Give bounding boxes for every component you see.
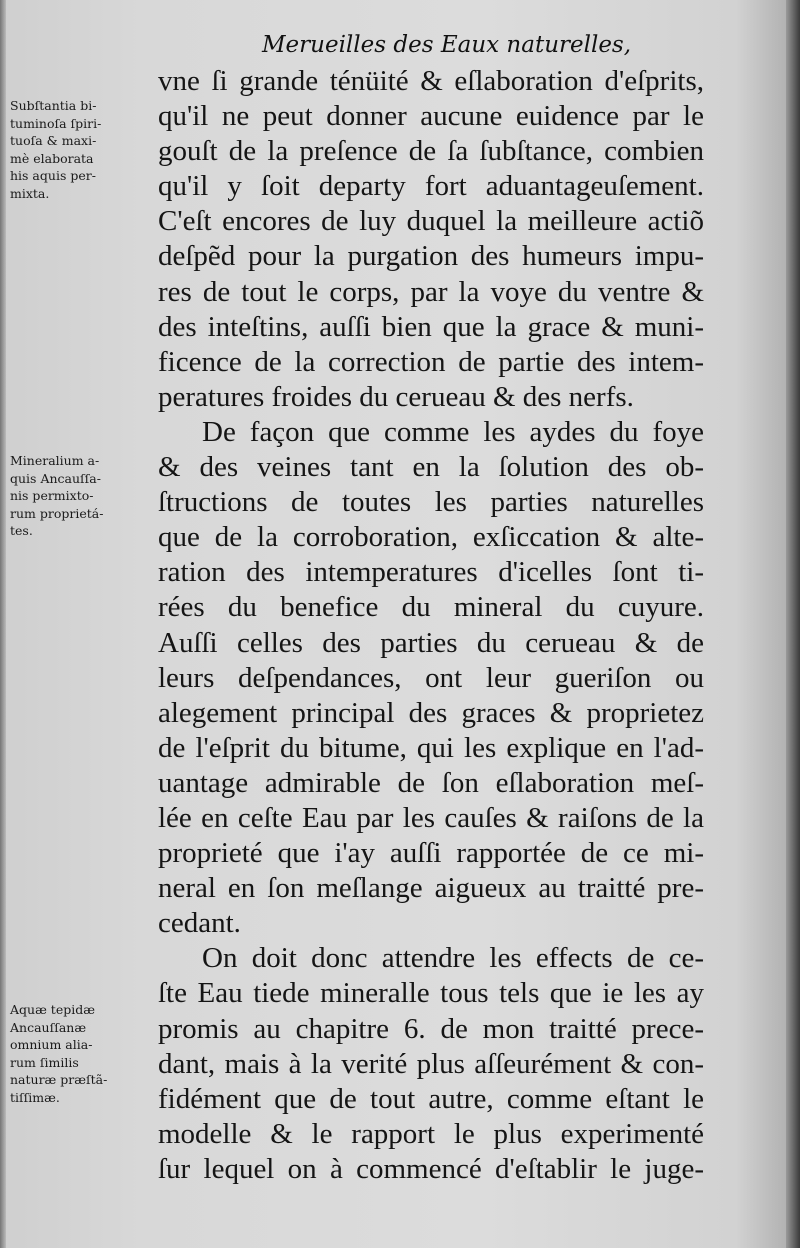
text-line: uantage admirable de ſon eſlaboration meſ-	[158, 766, 704, 799]
text-line: & des veines tant en la ſolution des ob-	[158, 451, 704, 484]
text-line: qu'il ne peut donner aucune euidence par le	[158, 100, 704, 133]
main-text-block	[158, 64, 704, 1187]
paragraph-start-line: De façon que comme les aydes du foye	[202, 415, 704, 448]
text-line: lée en ceſte Eau par les cauſes & raiſons de la	[158, 801, 704, 834]
text-line: modelle & le rapport le plus experimenté	[158, 1117, 704, 1150]
text-line: leurs deſpendances, ont leur gueriſon ou	[158, 661, 704, 694]
text-line: neral en ſon meſlange aigueux au traitté pre-	[158, 872, 704, 905]
running-title: Merueilles des Eaux naturelles,	[262, 32, 632, 58]
margin-note-line: his aquis per-	[10, 168, 96, 184]
text-line: Auſſi celles des parties du cerueau & de	[158, 626, 704, 659]
text-line: cedant.	[158, 907, 241, 940]
margin-note-line: Aquæ tepidæ	[10, 1002, 95, 1017]
text-line: proprieté que i'ay auſſi rapportée de ce mi-	[158, 837, 704, 870]
margin-note-line: tiſſimæ.	[10, 1089, 60, 1105]
text-line: C'eſt encores de luy duquel la meilleure actiõ	[158, 205, 704, 238]
text-line: que de la corroboration, exſiccation & alte-	[158, 521, 704, 554]
margin-note-line: nis permixto-	[10, 488, 94, 504]
margin-note-bitumen	[10, 97, 152, 203]
text-line: rées du benefice du mineral du cuyure.	[158, 591, 704, 624]
text-line: fidément que de tout autre, comme eſtant le	[158, 1082, 704, 1115]
margin-note-line: Subſtantia bi-	[10, 98, 97, 113]
text-line: ration des intemperatures d'icelles ſont ti-	[158, 556, 704, 589]
text-line: vne ſi grande ténüité & eſlaboration d'eſprits,	[158, 65, 704, 97]
text-line: ſte Eau tiede mineralle tous tels que ie les ay	[158, 977, 704, 1010]
text-line: ſur lequel on à commencé d'eſtablir le juge-	[158, 1152, 704, 1185]
margin-note-line: tes.	[10, 523, 33, 539]
text-line: peratures froides du cerueau & des nerfs.	[158, 380, 634, 413]
margin-note-line: tuoſa & maxi-	[10, 133, 97, 149]
text-line: ficence de la correction de partie des intem-	[158, 345, 704, 378]
paragraph-start-line: On doit donc attendre les effects de ce-	[202, 942, 704, 975]
margin-note-line: rum proprietá-	[10, 505, 104, 521]
text-line: dant, mais à la verité plus aſſeurément & con-	[158, 1047, 704, 1080]
text-line: de l'eſprit du bitume, qui les explique en l'ad-	[158, 731, 704, 764]
text-line: alegement principal des graces & proprietez	[158, 696, 704, 729]
text-line: res de tout le corps, par la voye du ventre &	[158, 275, 704, 308]
text-line: gouſt de la preſence de ſa ſubſtance, combien	[158, 135, 704, 168]
text-line: des inteſtins, auſſi bien que la grace & muni-	[158, 310, 704, 343]
margin-note-line: tuminoſa ſpiri-	[10, 115, 102, 131]
text-line: qu'il y ſoit departy fort aduantageuſement.	[158, 170, 704, 203]
margin-note-tepid-water	[10, 1001, 152, 1107]
margin-note-line: naturæ præſtã-	[10, 1072, 108, 1088]
margin-note-line: mè elaborata	[10, 150, 94, 166]
margin-note-line: quis Ancauſſa-	[10, 470, 101, 486]
text-line: deſpẽd pour la purgation des humeurs impu-	[158, 240, 704, 273]
margin-note-line: Mineralium a-	[10, 453, 100, 468]
text-line: ſtructions de toutes les parties naturelles	[158, 486, 704, 519]
margin-note-line: mixta.	[10, 185, 50, 201]
margin-note-line: Ancauſſanæ	[10, 1019, 87, 1035]
margin-note-line: rum ſimilis	[10, 1054, 79, 1070]
margin-note-minerals	[10, 452, 152, 540]
text-line: promis au chapitre 6. de mon traitté prece-	[158, 1012, 704, 1045]
margin-note-line: omnium alia-	[10, 1037, 93, 1053]
